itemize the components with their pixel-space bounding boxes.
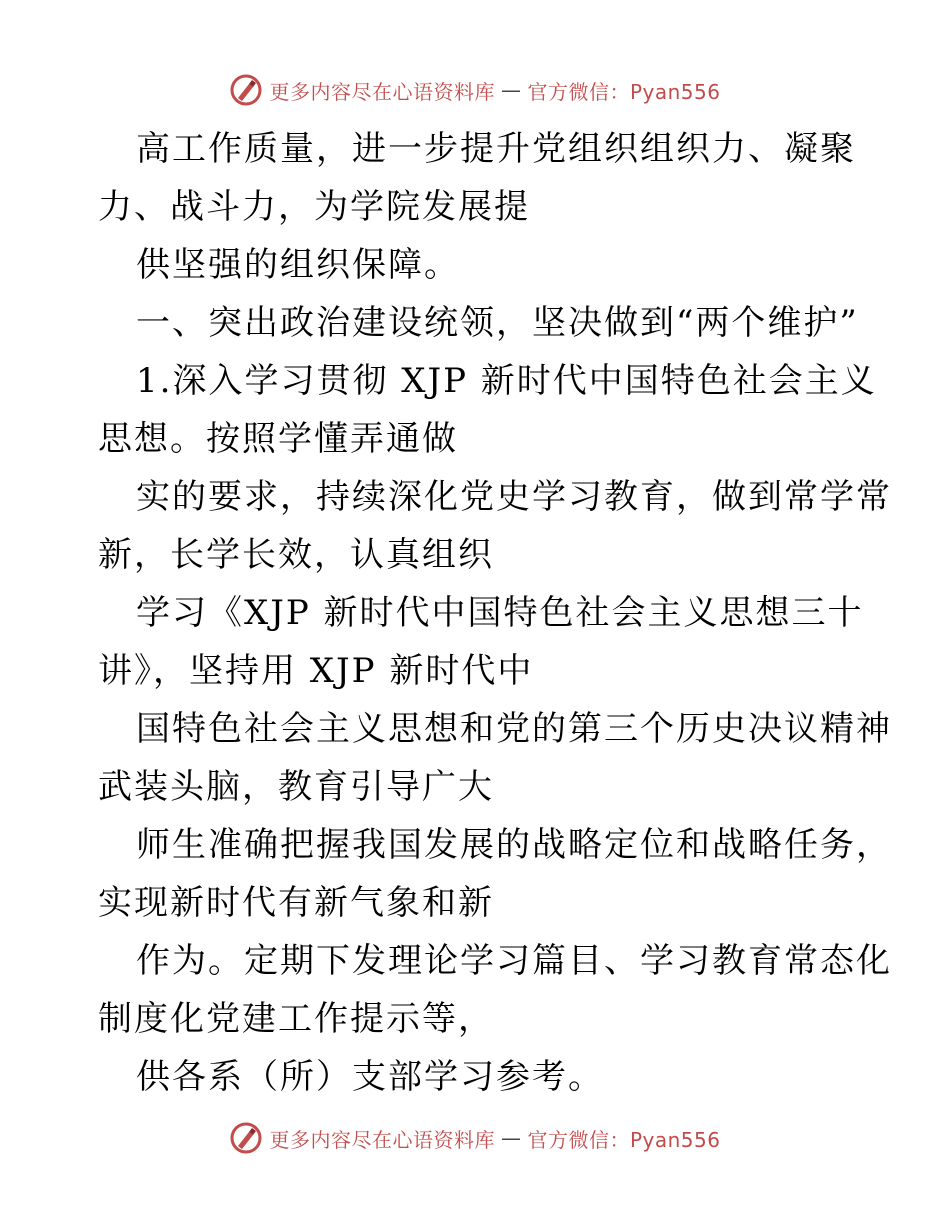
text-line: 高工作质量，进一步提升党组织组织力、凝聚	[136, 129, 856, 169]
text-line: 新，长学长效，认真组织	[98, 535, 494, 575]
text-line: 讲》，坚持用 XJP 新时代中	[98, 651, 534, 691]
text-line: 实现新时代有新气象和新	[98, 883, 494, 923]
text-line: 思想。按照学懂弄通做	[98, 419, 458, 459]
text-line: 国特色社会主义思想和党的第三个历史决议精神	[136, 709, 892, 749]
header-watermark	[0, 70, 950, 110]
watermark-contact: 官方微信：Pyan556	[527, 1127, 721, 1152]
text-line: 力、战斗力，为学院发展提	[98, 187, 530, 227]
section-heading: 一、突出政治建设统领，坚决做到“两个维护”	[136, 303, 859, 343]
text-line: 1.深入学习贯彻 XJP 新时代中国特色社会主义	[136, 361, 877, 401]
text-line: 实的要求，持续深化党史学习教育，做到常学常	[136, 477, 892, 517]
text-line: 师生准确把握我国发展的战略定位和战略任务，	[136, 825, 892, 865]
pen-logo-icon	[229, 73, 263, 107]
watermark-text: 更多内容尽在心语资料库	[269, 1127, 495, 1152]
watermark-separator: —	[500, 1126, 522, 1150]
text-line: 制度化党建工作提示等，	[98, 999, 494, 1039]
text-line: 学习《XJP 新时代中国特色社会主义思想三十	[136, 593, 864, 633]
watermark-separator: —	[500, 78, 522, 102]
pen-logo-icon	[229, 1121, 263, 1155]
watermark-text: 更多内容尽在心语资料库	[269, 79, 495, 104]
footer-watermark	[0, 1118, 950, 1158]
text-line: 作为。定期下发理论学习篇目、学习教育常态化	[136, 941, 892, 981]
text-line: 武装头脑，教育引导广大	[98, 767, 494, 807]
watermark-contact: 官方微信：Pyan556	[527, 79, 721, 104]
text-line: 供坚强的组织保障。	[136, 245, 460, 285]
text-line: 供各系（所）支部学习参考。	[136, 1057, 604, 1097]
